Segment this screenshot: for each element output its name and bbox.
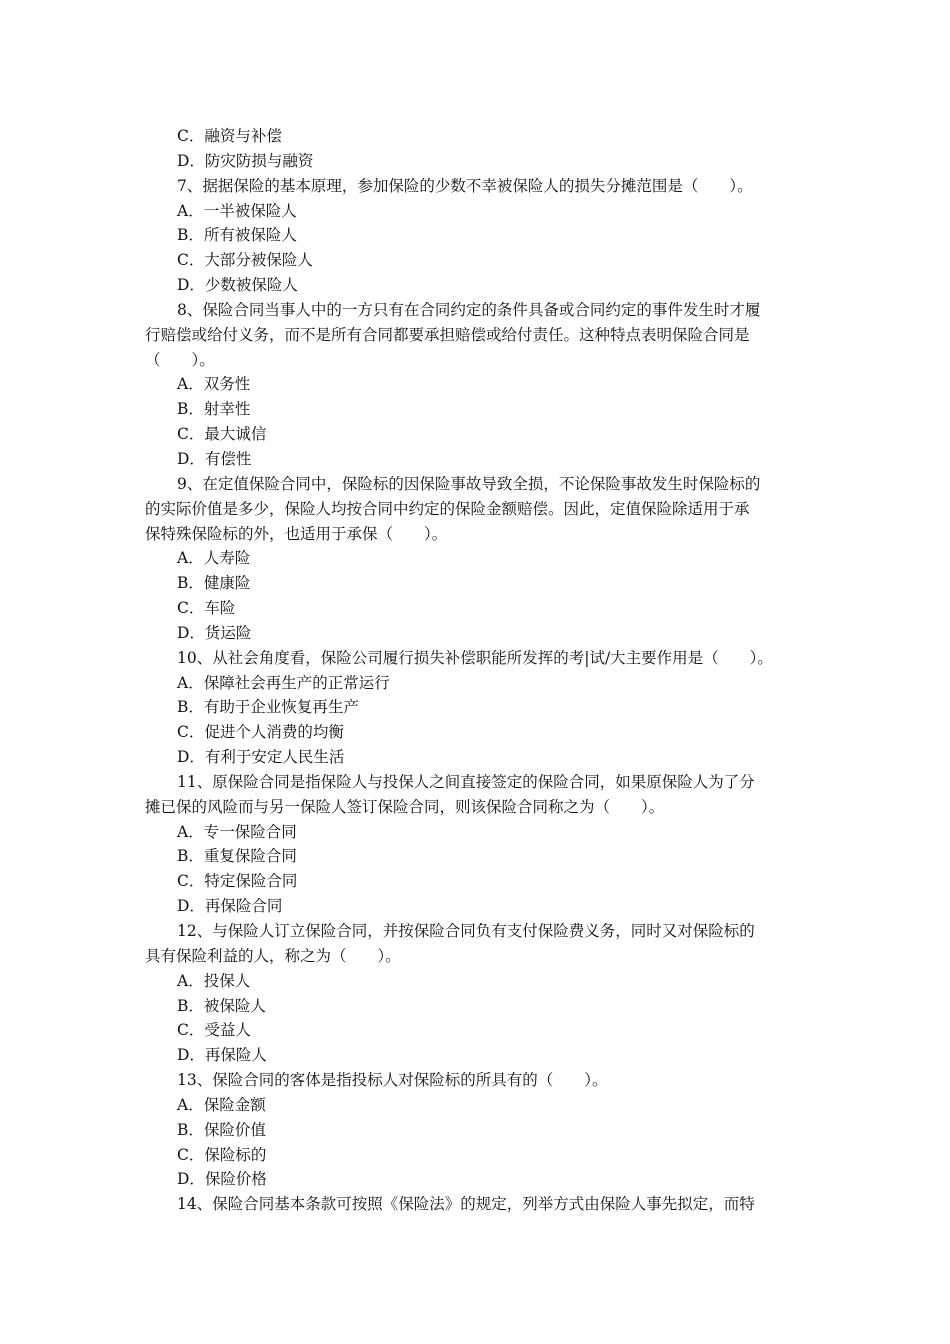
- answer-option: B．被保险人: [177, 996, 266, 1015]
- answer-option: C．促进个人消费的均衡: [177, 723, 344, 742]
- answer-option: B．保险价值: [177, 1120, 266, 1139]
- answer-option: B．射幸性: [177, 400, 251, 419]
- answer-option: A．保险金额: [177, 1095, 266, 1114]
- answer-option: A．保障社会再生产的正常运行: [177, 673, 390, 692]
- answer-option: B．有助于企业恢复再生产: [177, 698, 359, 717]
- answer-option: A．专一保险合同: [177, 822, 297, 841]
- answer-option: C．受益人: [177, 1021, 251, 1040]
- answer-option: C．保险标的: [177, 1145, 267, 1164]
- answer-option: D．再保险人: [177, 1046, 267, 1065]
- answer-option: B．所有被保险人: [177, 226, 297, 245]
- answer-option: D．有偿性: [177, 449, 252, 468]
- answer-option: C．最大诚信: [177, 425, 267, 444]
- answer-option: A．投保人: [177, 971, 251, 990]
- answer-option: A．人寿险: [177, 549, 251, 568]
- question-text-continuation: （ ）。: [145, 350, 215, 369]
- answer-option: D．保险价格: [177, 1170, 267, 1189]
- question-text-continuation: 行赔偿或给付义务，而不是所有合同都要承担赔偿或给付责任。这种特点表明保险合同是: [145, 325, 750, 344]
- answer-option: D．有利于安定人民生活: [177, 748, 345, 767]
- question-text: 11、原保险合同是指保险人与投保人之间直接签定的保险合同，如果原保险人为了分: [177, 772, 755, 791]
- question-text: 9、在定值保险合同中，保险标的因保险事故导致全损，不论保险事故发生时保险标的: [177, 474, 761, 493]
- question-text: 10、从社会角度看，保险公司履行损失补偿职能所发挥的考|试/大主要作用是（ ）。: [177, 648, 773, 667]
- answer-option: A．一半被保险人: [177, 201, 297, 220]
- answer-option: D．货运险: [177, 623, 252, 642]
- question-text: 7、据据保险的基本原理，参加保险的少数不幸被保险人的损失分摊范围是（ ）。: [177, 176, 753, 195]
- answer-option: D．防灾防损与融资: [177, 151, 314, 170]
- question-text: 13、保险合同的客体是指投标人对保险标的所具有的（ ）。: [177, 1071, 608, 1090]
- answer-option: C．车险: [177, 599, 236, 618]
- question-text-continuation: 摊已保的风险而与另一保险人签订保险合同，则该保险合同称之为（ ）。: [145, 797, 665, 816]
- question-text-continuation: 保特殊保险标的外，也适用于承保（ ）。: [145, 524, 448, 543]
- answer-option: A．双务性: [177, 375, 251, 394]
- answer-option: C．融资与补偿: [177, 127, 282, 145]
- answer-option: C．大部分被保险人: [177, 251, 313, 270]
- question-text-continuation: 具有保险利益的人，称之为（ ）。: [145, 946, 401, 965]
- question-text: 14、保险合同基本条款可按照《保险法》的规定，列举方式由保险人事先拟定，而特: [177, 1195, 755, 1214]
- question-text: 8、保险合同当事人中的一方只有在合同约定的条件具备或合同约定的事件发生时才履: [177, 300, 761, 319]
- question-text-continuation: 的实际价值是多少，保险人均按合同中约定的保险金额赔偿。因此，定值保险除适用于承: [145, 499, 750, 518]
- document-body: [145, 124, 805, 1217]
- answer-option: B．重复保险合同: [177, 847, 297, 866]
- answer-option: D．少数被保险人: [177, 276, 298, 295]
- question-text: 12、与保险人订立保险合同，并按保险合同负有支付保险费义务，同时又对保险标的: [177, 922, 755, 940]
- answer-option: D．再保险合同: [177, 897, 283, 916]
- answer-option: C．特定保险合同: [177, 872, 298, 891]
- answer-option: B．健康险: [177, 574, 251, 593]
